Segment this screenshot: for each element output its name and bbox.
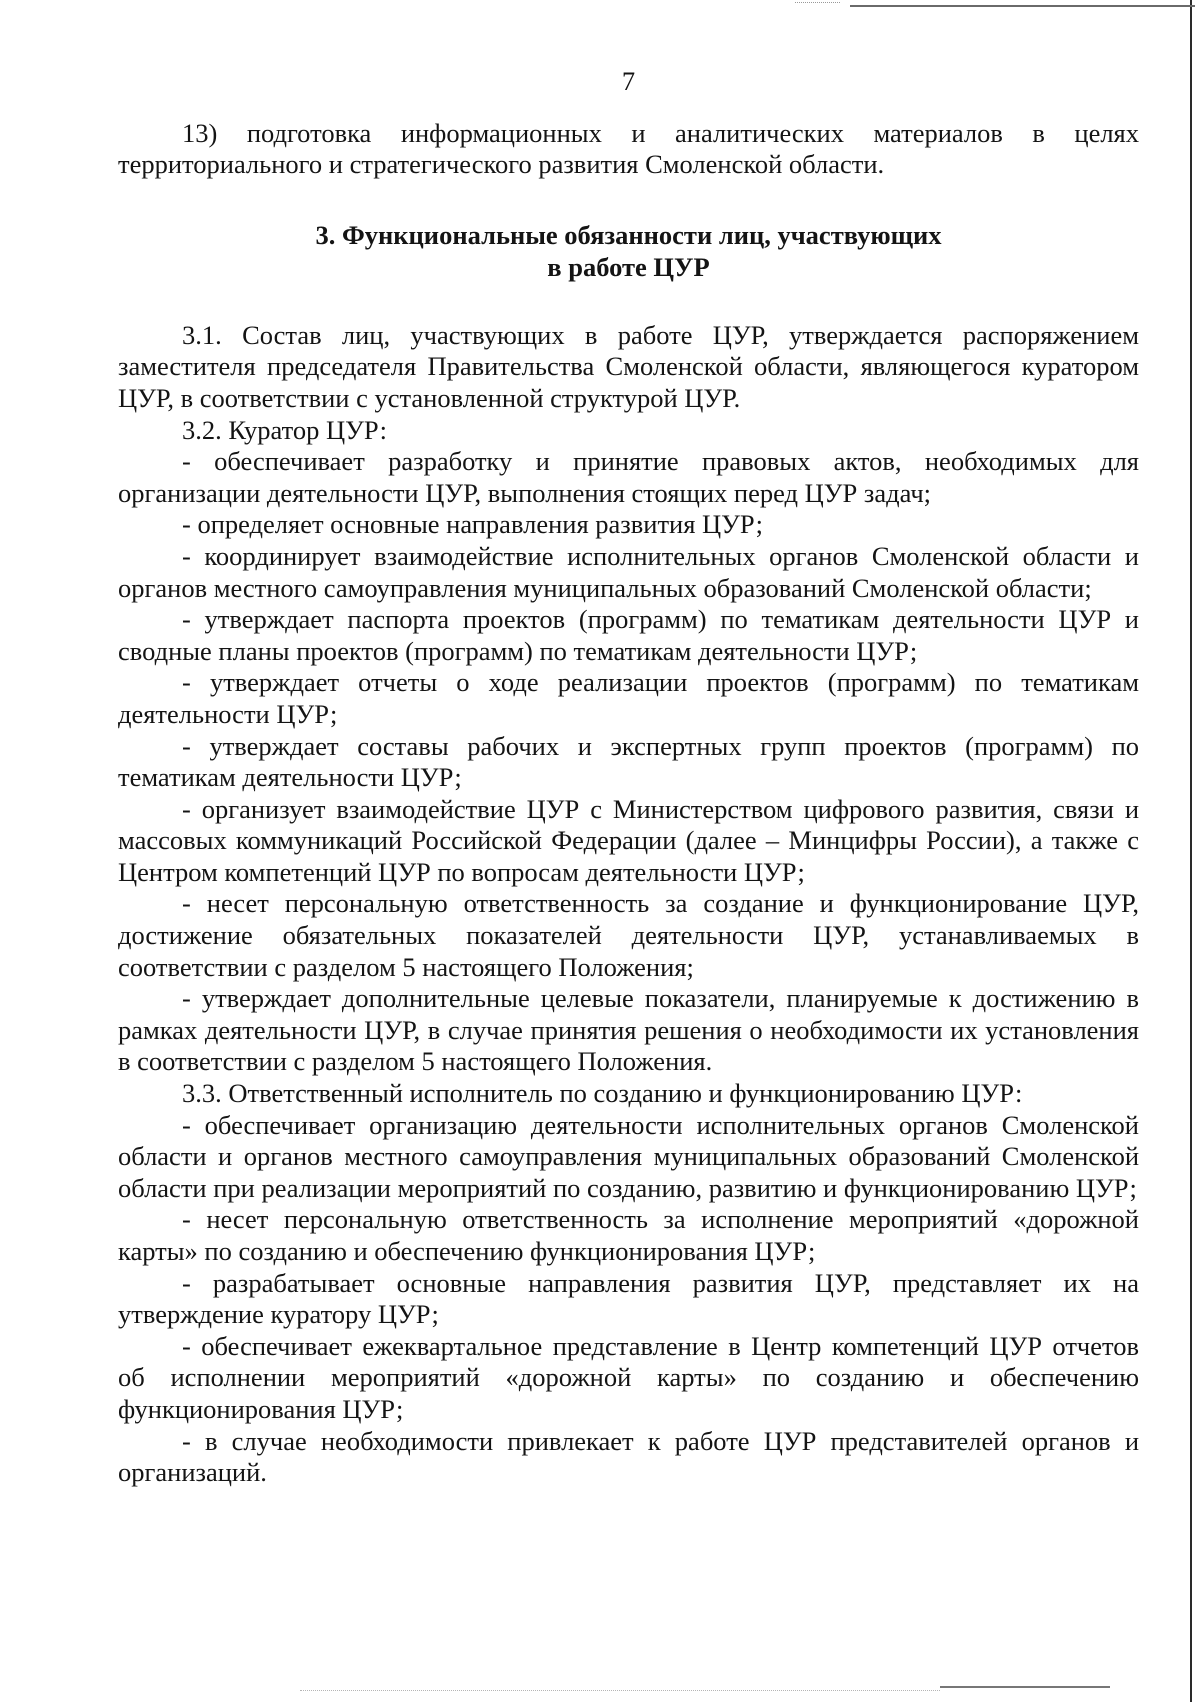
executor-duty: - обеспечивает ежеквартальное представление в Центр компетенций ЦУР отчетов об исполнении мероприятий «дорожной карты» по созданию и обеспечению функционирования ЦУР; xyxy=(118,1330,1139,1424)
section-heading-line-1: 3. Функциональные обязанности лиц, участвующих xyxy=(315,219,942,250)
paragraph-3-1: 3.1. Состав лиц, участвующих в работе ЦУР, утверждается распоряжением заместителя председателя Правительства Смоленской области, являющегося куратором ЦУР, в соответствии с установленной структурой ЦУР. xyxy=(118,319,1139,413)
page-number: 7 xyxy=(621,66,636,96)
curator-duty: - утверждает паспорта проектов (программ) по тематикам деятельности ЦУР и сводные планы проектов (программ) по тематикам деятельности ЦУР; xyxy=(118,604,1139,666)
section-3-heading xyxy=(118,219,1139,283)
curator-duty: - утверждает дополнительные целевые показатели, планируемые к достижению в рамках деятельности ЦУР, в случае принятия решения о необходимости их установления в соответствии с разделом 5 настоящего Положения. xyxy=(118,983,1139,1077)
scan-top-dots-artifact xyxy=(795,2,840,4)
curator-duty: - утверждает составы рабочих и экспертных групп проектов (программ) по тематикам деятельности ЦУР; xyxy=(118,730,1139,793)
curator-duty: - утверждает отчеты о ходе реализации проектов (программ) по тематикам деятельности ЦУР; xyxy=(118,667,1139,729)
scan-bottom-line-artifact xyxy=(940,1686,1110,1688)
section-heading-line-2: в работе ЦУР xyxy=(547,251,710,282)
curator-duty: - несет персональную ответственность за создание и функционирование ЦУР, достижение обязательных показателей деятельности ЦУР, устанавливаемых в соответствии с разделом 5 настоящего Положения; xyxy=(118,888,1139,982)
list-item-13: 13) подготовка информационных и аналитических материалов в целях территориального и стратегического развития Смоленской области. xyxy=(118,117,1139,180)
executor-duty: - обеспечивает организацию деятельности исполнительных органов Смоленской области и органов местного самоуправления муниципальных образований Смоленской области при реализации мероприятий по созданию, развитию и функционированию ЦУР; xyxy=(118,1109,1139,1203)
curator-duty: - организует взаимодействие ЦУР с Министерством цифрового развития, связи и массовых коммуникаций Российской Федерации (далее – Минцифры России), а также с Центром компетенций ЦУР по вопросам деятельности ЦУР; xyxy=(118,793,1139,887)
paragraph-3-2: 3.2. Куратор ЦУР: xyxy=(182,414,387,445)
document-body xyxy=(118,66,1139,1489)
scan-top-line-artifact xyxy=(850,5,1195,7)
curator-duty: - координирует взаимодействие исполнительных органов Смоленской области и органов местного самоуправления муниципальных образований Смоленской области; xyxy=(118,540,1139,603)
paragraph-3-3: 3.3. Ответственный исполнитель по созданию и функционированию ЦУР: xyxy=(182,1078,1023,1109)
curator-duty: - определяет основные направления развития ЦУР; xyxy=(182,509,764,540)
executor-duty: - разрабатывает основные направления развития ЦУР, представляет их на утверждение куратору ЦУР; xyxy=(118,1267,1139,1330)
scan-bottom-dots-artifact xyxy=(300,1690,940,1692)
executor-duty: - несет персональную ответственность за исполнение мероприятий «дорожной карты» по созданию и обеспечению функционирования ЦУР; xyxy=(118,1204,1139,1266)
executor-duty: - в случае необходимости привлекает к работе ЦУР представителей органов и организаций. xyxy=(118,1425,1139,1488)
curator-duty: - обеспечивает разработку и принятие правовых актов, необходимых для организации деятельности ЦУР, выполнения стоящих перед ЦУР задач; xyxy=(118,446,1139,508)
scan-edge-artifact xyxy=(1190,0,1192,1702)
